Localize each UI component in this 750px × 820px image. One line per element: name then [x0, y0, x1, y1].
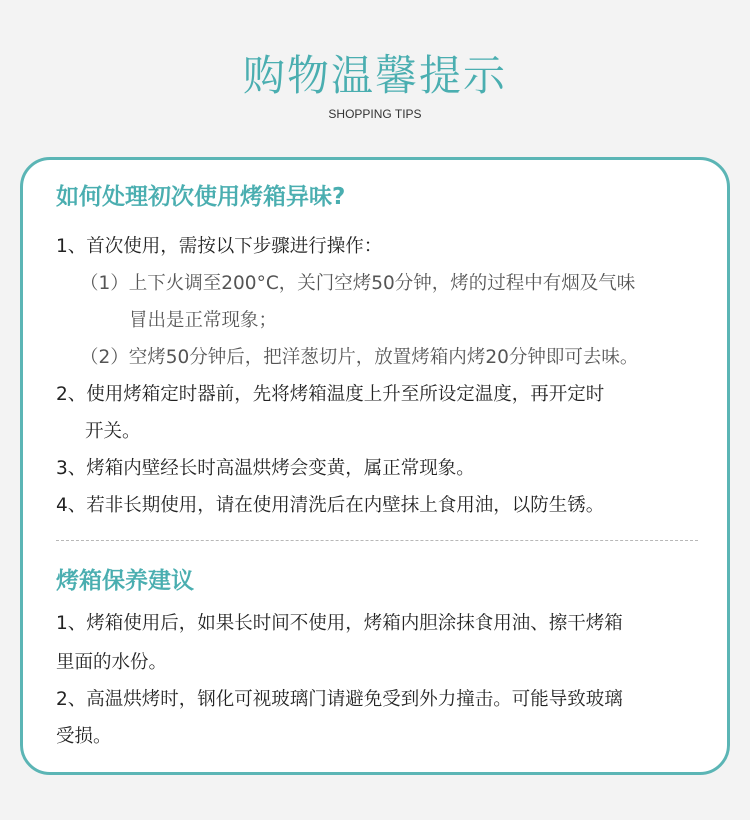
tip-item-1: 1、首次使用，需按以下步骤进行操作：	[56, 236, 383, 257]
tips-card	[20, 157, 730, 775]
page-header	[0, 0, 750, 150]
section-title-odor: 如何处理初次使用烤箱异味?	[56, 184, 346, 210]
tip-item-1-sub-2: （2）空烤50分钟后，把洋葱切片，放置烤箱内烤20分钟即可去味。	[80, 347, 639, 368]
page-title: 购物温馨提示	[242, 51, 507, 100]
care-item-2: 2、高温烘烤时，钢化可视玻璃门请避免受到外力撞击。可能导致玻璃	[56, 689, 623, 710]
page-subtitle: SHOPPING TIPS	[328, 107, 422, 121]
section-divider	[56, 540, 698, 541]
care-item-1: 1、烤箱使用后，如果长时间不使用，烤箱内胆涂抹食用油、擦干烤箱	[56, 613, 623, 634]
tip-item-1-sub-1-cont: 冒出是正常现象；	[129, 310, 278, 331]
tip-item-3: 3、烤箱内壁经长时高温烘烤会变黄，属正常现象。	[56, 458, 475, 479]
section-title-maintenance: 烤箱保养建议	[56, 568, 194, 594]
tip-item-2-cont: 开关。	[85, 421, 141, 442]
care-item-2-cont: 受损。	[56, 726, 112, 747]
tip-item-4: 4、若非长期使用，请在使用清洗后在内壁抹上食用油，以防生锈。	[56, 495, 605, 516]
tip-item-2: 2、使用烤箱定时器前，先将烤箱温度上升至所设定温度，再开定时	[56, 384, 605, 405]
care-item-1-cont: 里面的水份。	[56, 652, 168, 673]
tip-item-1-sub-1: （1）上下火调至200°C，关门空烤50分钟，烤的过程中有烟及气味	[80, 273, 636, 294]
